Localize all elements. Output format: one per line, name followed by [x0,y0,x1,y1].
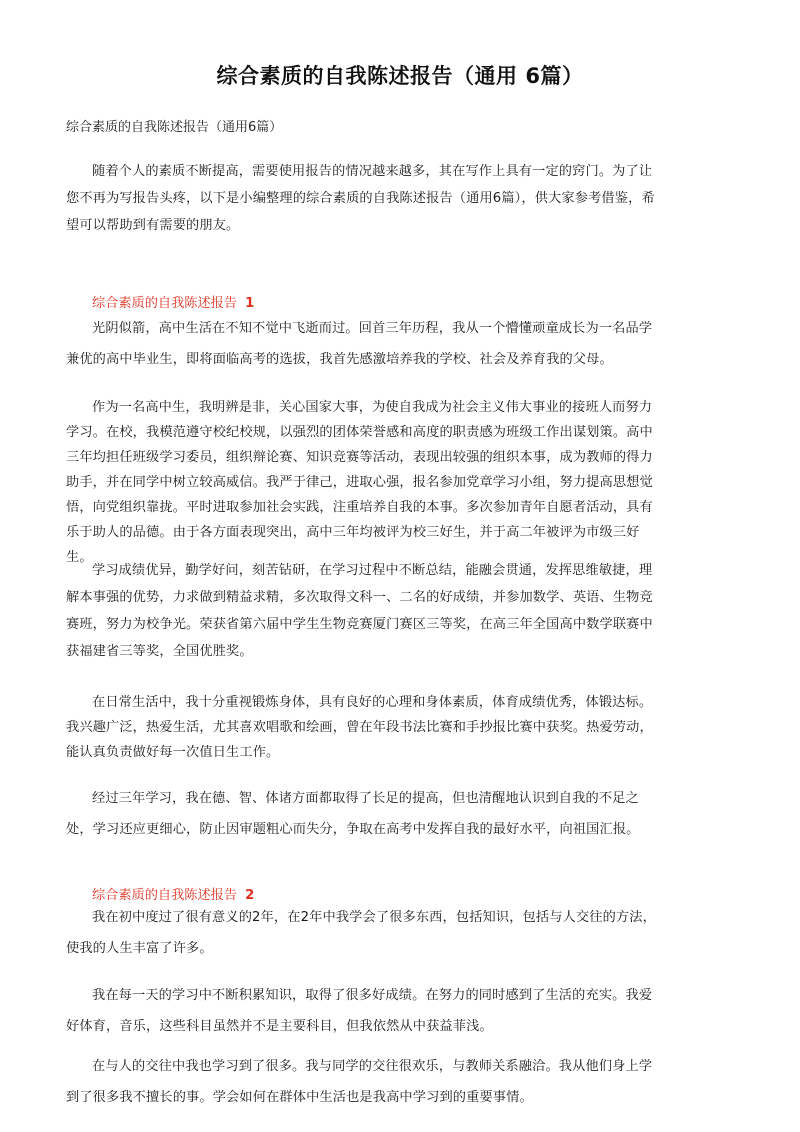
section-1-paragraph-4: 在日常生活中，我十分重视锻炼身体，具有良好的心理和身体素质，体育成绩优秀，体锻达标。我兴趣广泛，热爱生活，尤其喜欢唱歌和绘画，曾在年段书法比赛和手抄报比赛中获奖。热爱劳动，能认真负责做好每一次值日生工作。 [66,695,653,760]
section-2-heading [92,884,254,903]
section-2-paragraph-2: 我在每一天的学习中不断积累知识，取得了很多好成绩。在努力的同时感到了生活的充实。我爱好体育，音乐，这些科目虽然并不是主要科目，但我依然从中获益菲浅。 [66,988,653,1034]
section-2-heading-text: 综合素质的自我陈述报告 [92,888,238,903]
section-1-paragraph-2: 作为一名高中生，我明辨是非，关心国家大事，为使自我成为社会主义伟大事业的接班人而努力学习。在校，我模范遵守校纪校规，以强烈的团体荣誉感和高度的职责感为班级工作出谋划策。高中三年均担任班级学习委员，组织辩论赛、知识竞赛等活动，表现出较强的组织本事，成为教师的得力助手，并在同学中树立较高威信。我严于律己，进取心强，报名参加党章学习小组，努力提高思想觉悟，向党组织靠拢。平时进取参加社会实践，注重培养自我的本事。多次参加青年自愿者活动，具有乐于助人的品德。由于各方面表现突出，高中三年均被评为校三好生，并于高二年被评为市级三好生。 [66,400,653,565]
section-2-number: 2 [245,888,255,903]
document-title: 综合素质的自我陈述报告（通用 6篇） [216,64,584,88]
section-1-number: 1 [245,296,255,311]
intro-paragraph: 随着个人的素质不断提高，需要使用报告的情况越来越多，其在写作上具有一定的窍门。为了让您不再为写报告头疼，以下是小编整理的综合素质的自我陈述报告（通用6篇），供大家参考借鉴，希望可以帮助到有需要的朋友。 [66,164,655,233]
section-1-heading-text: 综合素质的自我陈述报告 [92,296,238,311]
section-1-paragraph-1: 光阴似箭，高中生活在不知不觉中飞逝而过。回首三年历程，我从一个懵懂顽童成长为一名品学兼优的高中毕业生，即将面临高考的选拔，我首先感激培养我的学校、社会及养育我的父母。 [66,321,653,367]
section-2-paragraph-3: 在与人的交往中我也学习到了很多。我与同学的交往很欢乐，与教师关系融洽。我从他们身上学到了很多我不擅长的事。学会如何在群体中生活也是我高中学习到的重要事情。 [66,1059,653,1105]
document-subtitle: 综合素质的自我陈述报告（通用6篇） [66,120,283,135]
section-1-paragraph-3: 学习成绩优异，勤学好问，刻苦钻研，在学习过程中不断总结，能融会贯通，发挥思维敏捷，理解本事强的优势，力求做到精益求精，多次取得文科一、二名的好成绩，并参加数学、英语、生物竞赛班，努力为校争光。荣获省第六届中学生生物竞赛厦门赛区三等奖，在高三年全国高中数学联赛中获福建省三等奖，全国优胜奖。 [66,563,653,659]
section-2-paragraph-1: 我在初中度过了很有意义的2年，在2年中我学会了很多东西，包括知识，包括与人交往的方法，使我的人生丰富了许多。 [66,910,656,956]
section-1-paragraph-5: 经过三年学习，我在德、智、体诸方面都取得了长足的提高，但也清醒地认识到自我的不足之处，学习还应更细心，防止因审题粗心而失分，争取在高考中发挥自我的最好水平，向祖国汇报。 [66,791,640,837]
section-1-heading [92,292,254,311]
